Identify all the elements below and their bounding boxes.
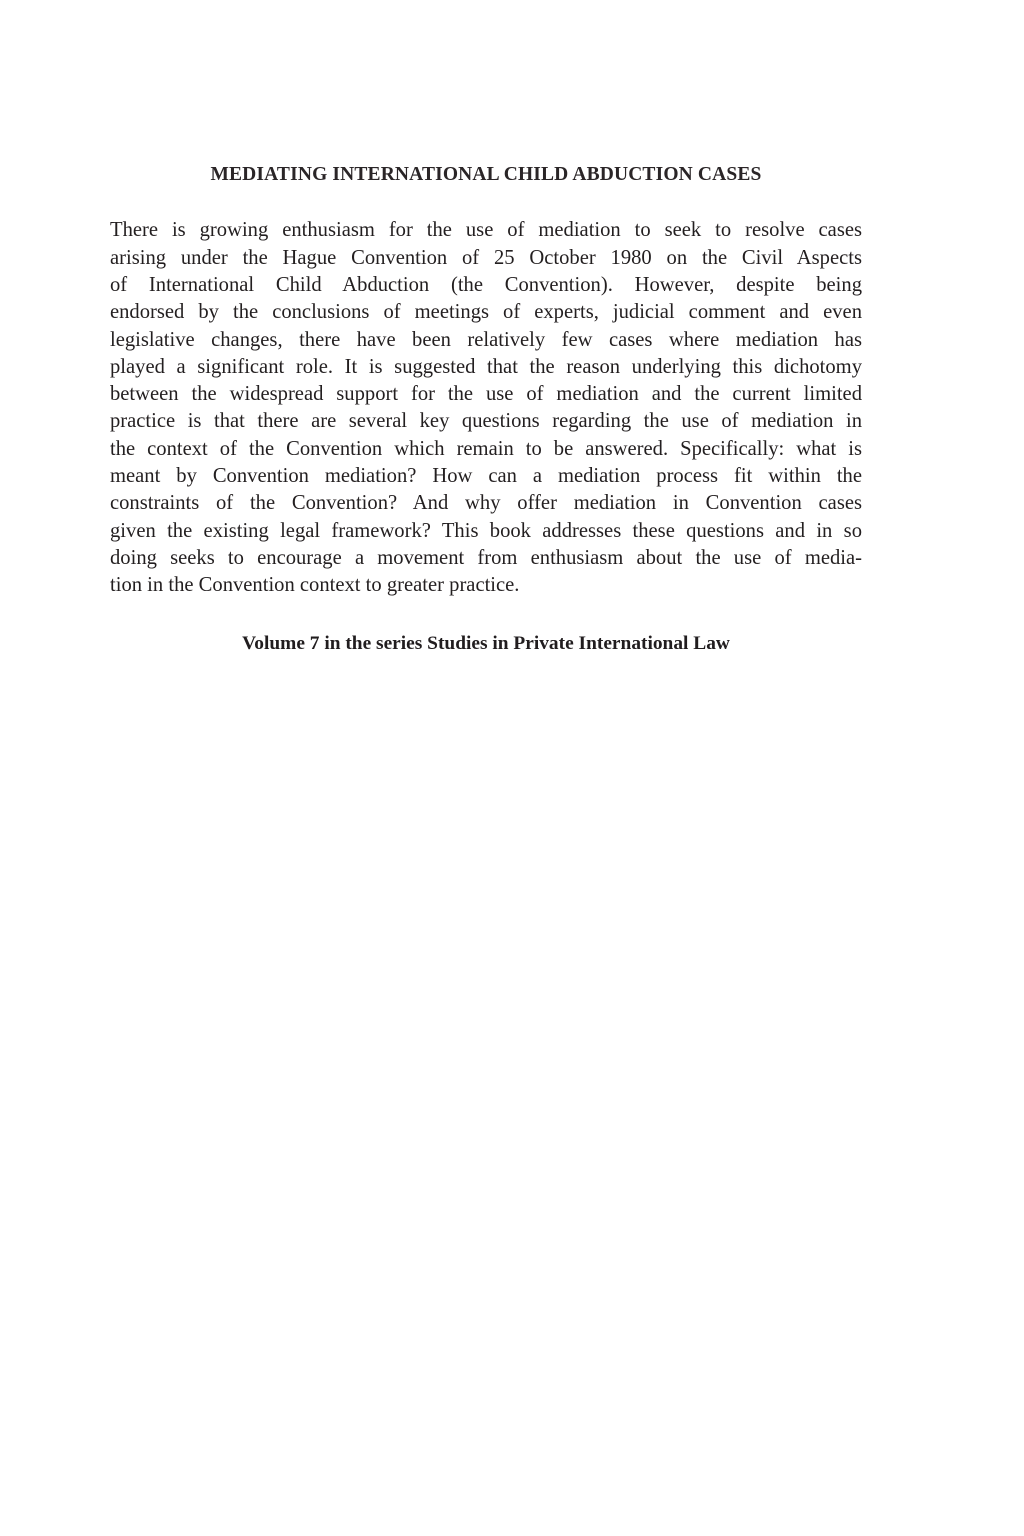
blurb-line: legislative changes, there have been relatively few cases where mediation has [110, 328, 862, 351]
blurb-line: There is growing enthusiasm for the use of mediation to seek to resolve cases [110, 219, 862, 242]
blurb-line: between the widespread support for the use of mediation and the current limited [110, 383, 862, 406]
series-note: Volume 7 in the series Studies in Private International Law [242, 632, 730, 654]
blurb-line: arising under the Hague Convention of 25 October 1980 on the Civil Aspects [110, 246, 862, 269]
blurb-line: endorsed by the conclusions of meetings of experts, judicial comment and even [110, 301, 862, 324]
blurb-line: tion in the Convention context to greater practice. [110, 574, 520, 597]
blurb-line: doing seeks to encourage a movement from enthusiasm about the use of media- [110, 546, 862, 569]
blurb-line: played a significant role. It is suggested that the reason underlying this dichotomy [110, 355, 862, 378]
blurb-line: meant by Convention mediation? How can a mediation process fit within the [110, 465, 862, 488]
blurb-line: given the existing legal framework? This book addresses these questions and in so [110, 519, 862, 542]
blurb-line: the context of the Convention which remain to be answered. Specifically: what is [110, 437, 862, 460]
blurb-line: constraints of the Convention? And why offer mediation in Convention cases [110, 492, 862, 515]
blurb-paragraph [110, 217, 862, 599]
blurb-line: practice is that there are several key questions regarding the use of mediation in [110, 410, 862, 433]
blurb-line: of International Child Abduction (the Convention). However, despite being [110, 273, 862, 296]
page-title: MEDIATING INTERNATIONAL CHILD ABDUCTION CASES [210, 164, 762, 185]
page-content [110, 162, 862, 657]
